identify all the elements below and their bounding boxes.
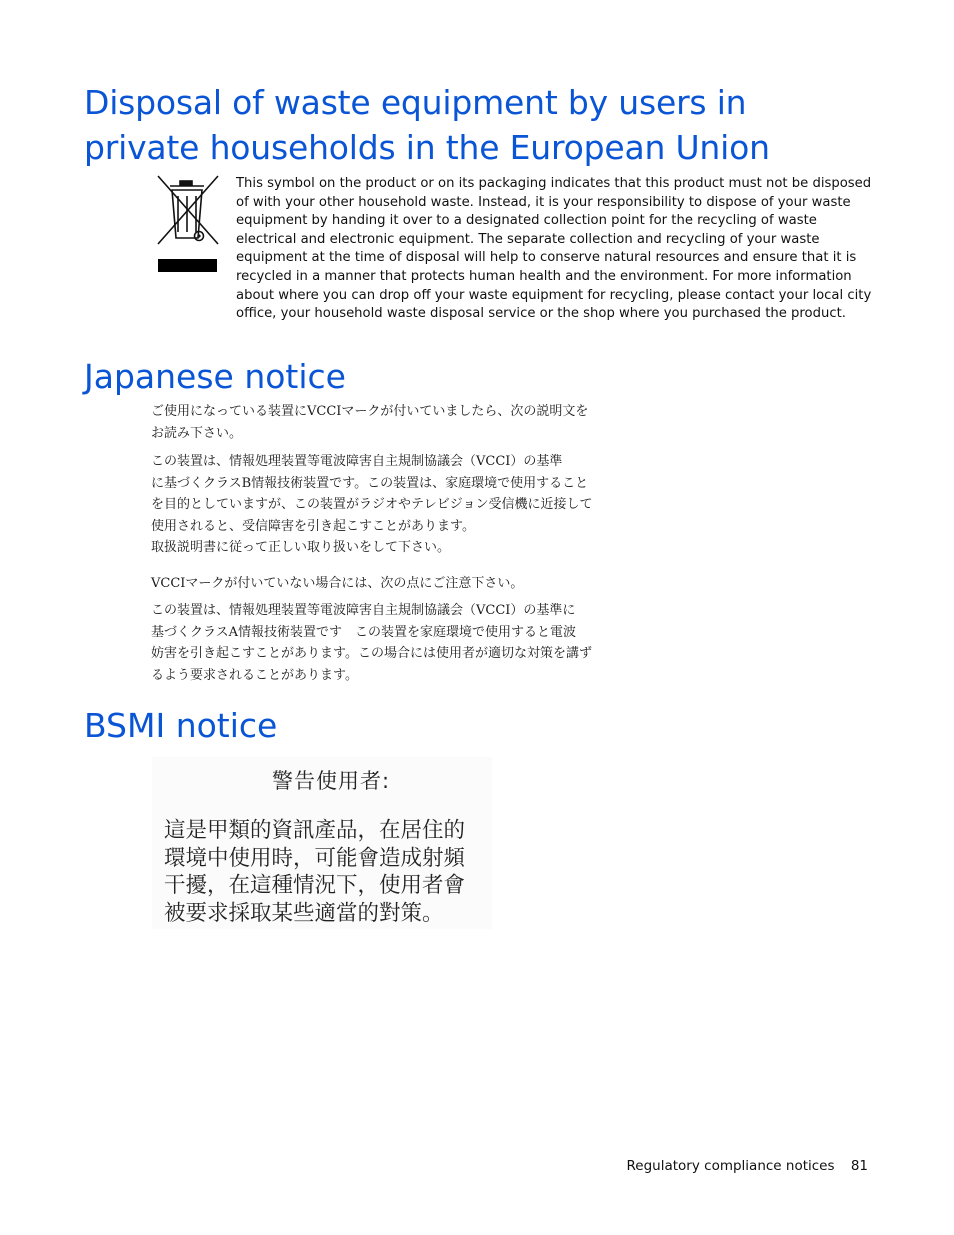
weee-section-title: Disposal of waste equipment by users in private households in the European Union xyxy=(84,83,770,167)
bsmi-warning-text: 這是甲類的資訊產品，在居住的 環境中使用時，可能會造成射頻 干擾，在這種情況下，使用者會 被要求採取某些適當的對策。 xyxy=(164,818,466,926)
japanese-notice-paragraph-2: この装置は、情報処理装置等電波障害自主規制協議会（VCCI）の基準 に基づくクラスB情報技術装置です。この装置は、家庭環境で使用すること を目的としていますが、この装置がラジオやテレビジョン受信機に近接して 使用されると、受信障害を引き起こすことがあります。 取扱説明書に従って正しい取り扱いをして下さい。 xyxy=(151,454,593,555)
footer-section-name: Regulatory compliance notices xyxy=(626,1158,835,1174)
page-number: 81 xyxy=(850,1158,868,1174)
bsmi-notice-title: BSMI notice xyxy=(84,706,278,745)
crossed-out-wheelie-bin-icon xyxy=(152,172,224,274)
japanese-notice-paragraph-3: VCCIマークが付いていない場合には、次の点にご注意下さい。 xyxy=(151,576,524,591)
bsmi-notice-image xyxy=(152,757,492,929)
japanese-notice-paragraph-1: ご使用になっている装置にVCCIマークが付いていましたら、次の説明文を お読み下さい。 xyxy=(151,404,589,441)
japanese-notice-paragraph-4: この装置は、情報処理装置等電波障害自主規制協議会（VCCI）の基準に 基づくクラスA情報技術装置です この装置を家庭環境で使用すると電波 妨害を引き起こすことがあります。この場合には使用者が適切な対策を講ず るよう要求されることがあります。 xyxy=(151,603,592,683)
weee-body-text: This symbol on the product or on its packaging indicates that this product must not be disposed of with your other household waste. Instead, it is your responsibility to dispose of your waste equipment by handing it over to a designated collection point for the recycling of waste electrical and electronic equipment. The separate collection and recycling of your waste equipment at the time of disposal will help to conserve natural resources and ensure that it is recycled in a manner that protects human health and the environment. For more information about where you can drop off your waste equipment for recycling, please contact your local city office, your household waste disposal service or the shop where you purchased the product. xyxy=(236,176,872,322)
bsmi-warning-heading: 警告使用者: xyxy=(272,769,391,793)
page-footer xyxy=(627,1158,868,1174)
japanese-notice-title: Japanese notice xyxy=(84,357,346,396)
